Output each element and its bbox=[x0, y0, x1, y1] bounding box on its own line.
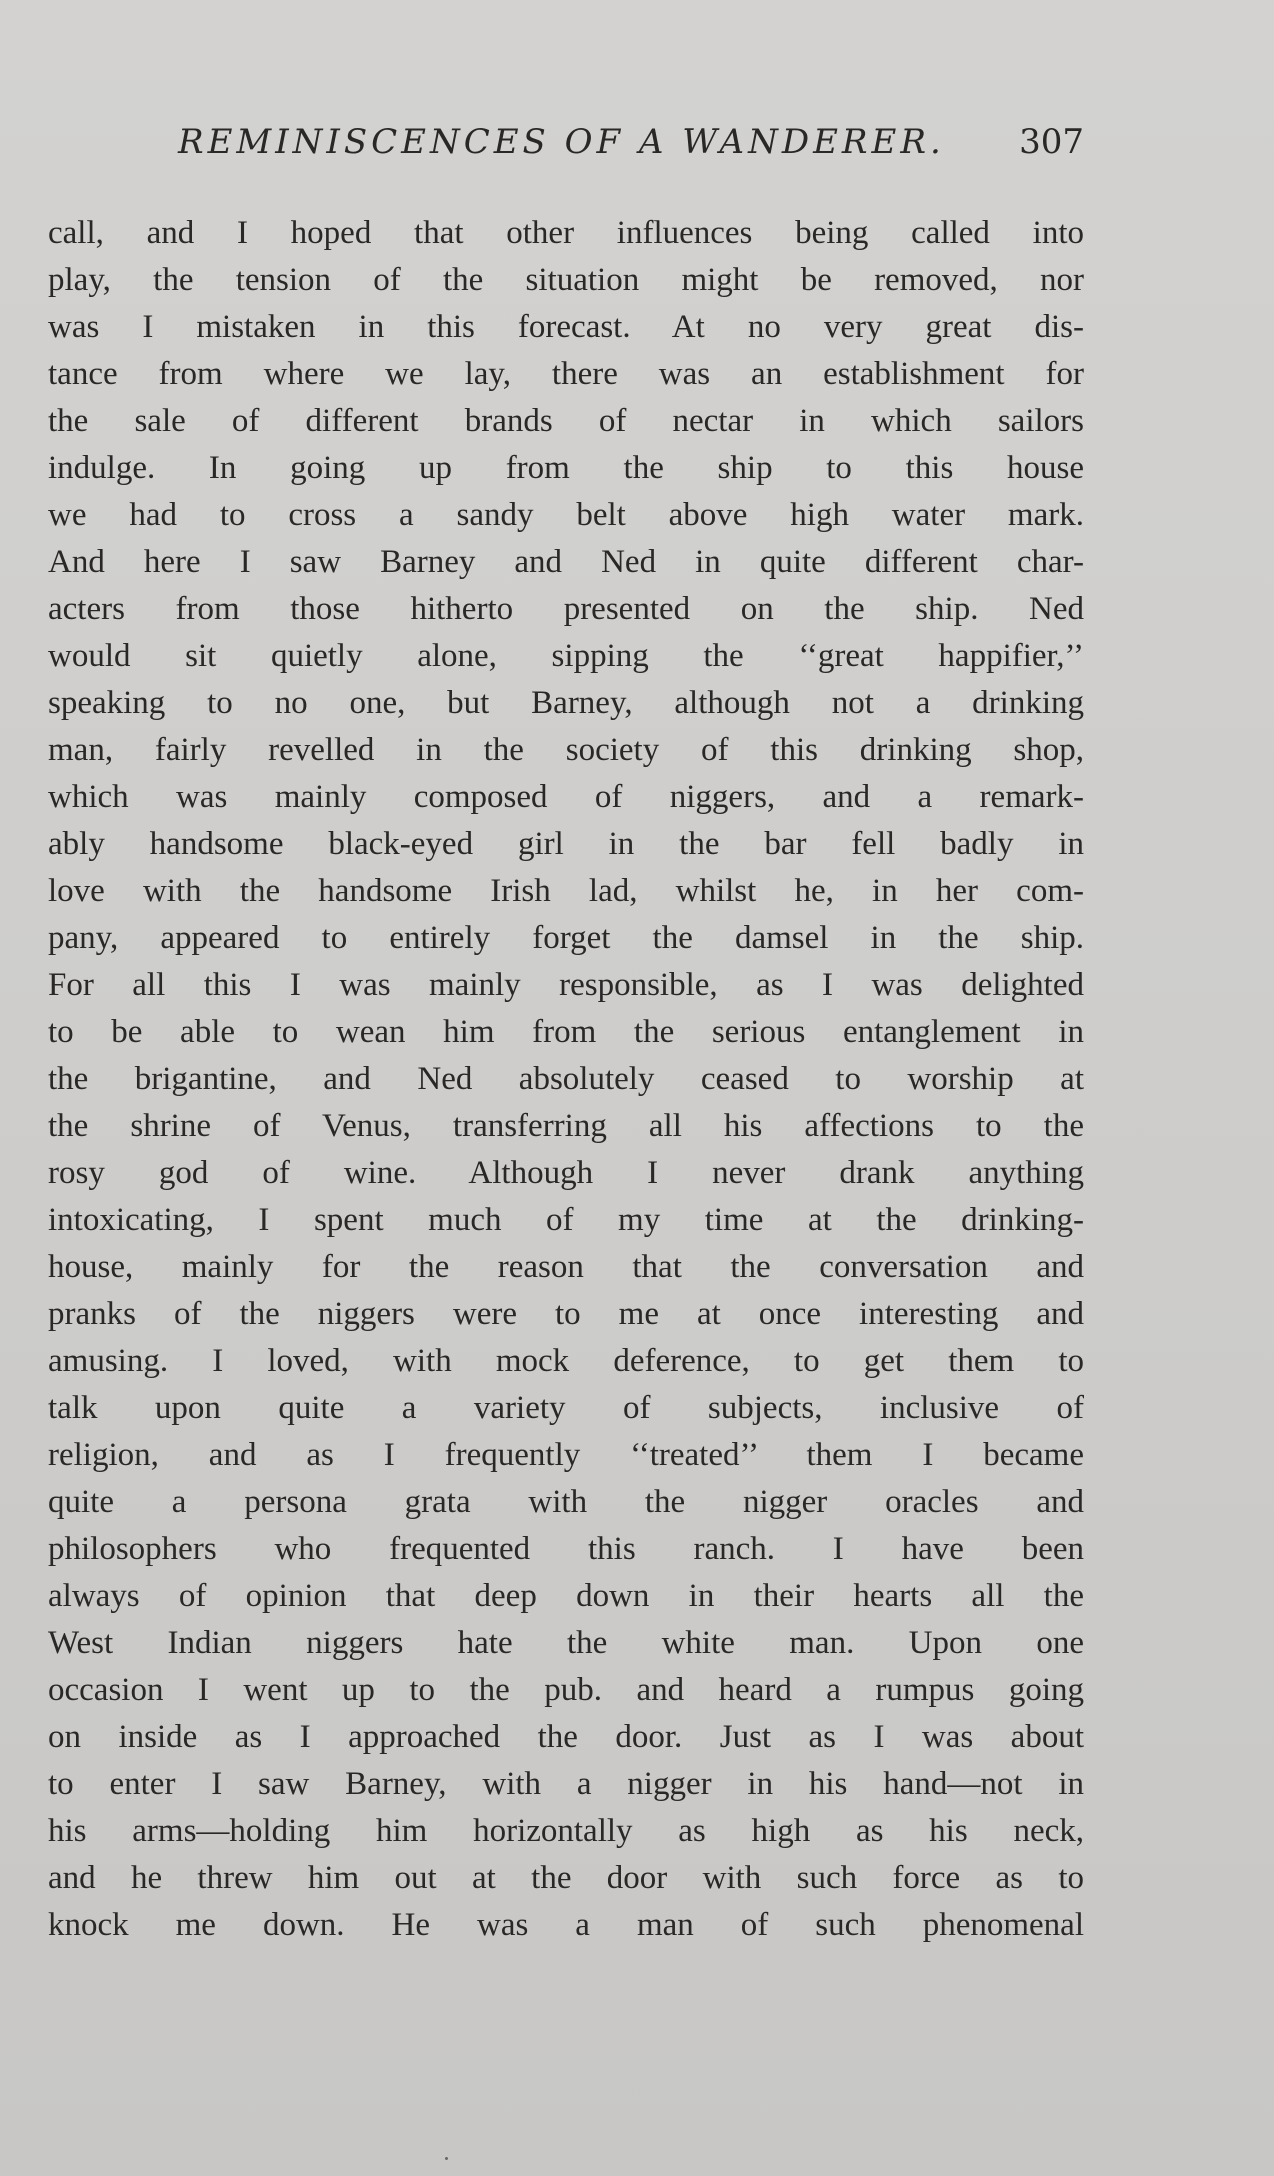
text-line: to enter I saw Barney, with a nigger in his hand—not in bbox=[48, 1766, 1084, 1802]
text-line: his arms—holding him horizontally as high as his neck, bbox=[48, 1813, 1084, 1849]
text-line: religion, and as I frequently ‘‘treated’’ them I became bbox=[48, 1437, 1084, 1473]
body-text bbox=[48, 210, 1084, 1949]
text-line: amusing. I loved, with mock deference, to get them to bbox=[48, 1343, 1084, 1379]
text-line: the brigantine, and Ned absolutely ceased to worship at bbox=[48, 1061, 1084, 1097]
text-line: intoxicating, I spent much of my time at the drinking- bbox=[48, 1202, 1084, 1238]
running-title: REMINISCENCES OF A WANDERER. bbox=[178, 122, 945, 162]
text-line: to be able to wean him from the serious entanglement in bbox=[48, 1014, 1084, 1050]
text-line: acters from those hitherto presented on the ship. Ned bbox=[48, 591, 1084, 627]
text-line: would sit quietly alone, sipping the ‘‘great happifier,’’ bbox=[48, 638, 1084, 674]
text-line: West Indian niggers hate the white man. Upon one bbox=[48, 1625, 1084, 1661]
text-line: ably handsome black-eyed girl in the bar fell badly in bbox=[48, 826, 1084, 862]
text-line: knock me down. He was a man of such phenomenal bbox=[48, 1907, 1084, 1943]
page-number: 307 bbox=[1019, 122, 1084, 162]
text-line: talk upon quite a variety of subjects, inclusive of bbox=[48, 1390, 1084, 1426]
text-line: man, fairly revelled in the society of this drinking shop, bbox=[48, 732, 1084, 768]
text-line: house, mainly for the reason that the conversation and bbox=[48, 1249, 1084, 1285]
page-header bbox=[48, 122, 1084, 172]
text-line: tance from where we lay, there was an establishment for bbox=[48, 356, 1084, 392]
text-line: occasion I went up to the pub. and heard a rumpus going bbox=[48, 1672, 1084, 1708]
text-line: the shrine of Venus, transferring all his affections to the bbox=[48, 1108, 1084, 1144]
text-line: For all this I was mainly responsible, as I was delighted bbox=[48, 967, 1084, 1003]
paper-speck bbox=[445, 2157, 448, 2160]
text-line: pany, appeared to entirely forget the damsel in the ship. bbox=[48, 920, 1084, 956]
text-line: play, the tension of the situation might be removed, nor bbox=[48, 262, 1084, 298]
text-line: rosy god of wine. Although I never drank anything bbox=[48, 1155, 1084, 1191]
text-line: and he threw him out at the door with such force as to bbox=[48, 1860, 1084, 1896]
text-line: love with the handsome Irish lad, whilst he, in her com- bbox=[48, 873, 1084, 909]
text-line: always of opinion that deep down in their hearts all the bbox=[48, 1578, 1084, 1614]
text-line: call, and I hoped that other influences being called into bbox=[48, 215, 1084, 251]
text-line: philosophers who frequented this ranch. I have been bbox=[48, 1531, 1084, 1567]
text-line: which was mainly composed of niggers, and a remark- bbox=[48, 779, 1084, 815]
text-line: speaking to no one, but Barney, although not a drinking bbox=[48, 685, 1084, 721]
text-line: we had to cross a sandy belt above high water mark. bbox=[48, 497, 1084, 533]
text-line: the sale of different brands of nectar in which sailors bbox=[48, 403, 1084, 439]
text-line: was I mistaken in this forecast. At no very great dis- bbox=[48, 309, 1084, 345]
text-line: And here I saw Barney and Ned in quite different char- bbox=[48, 544, 1084, 580]
text-line: quite a persona grata with the nigger oracles and bbox=[48, 1484, 1084, 1520]
text-line: pranks of the niggers were to me at once interesting and bbox=[48, 1296, 1084, 1332]
text-line: indulge. In going up from the ship to this house bbox=[48, 450, 1084, 486]
text-line: on inside as I approached the door. Just as I was about bbox=[48, 1719, 1084, 1755]
